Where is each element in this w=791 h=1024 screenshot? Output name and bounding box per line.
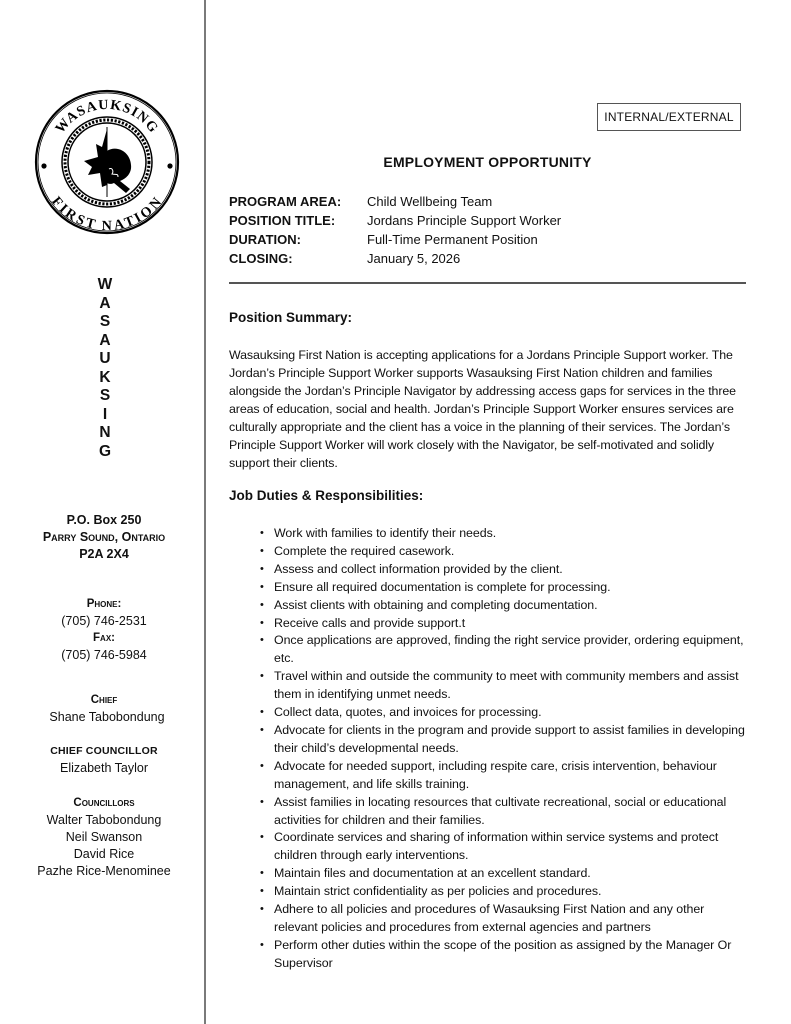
bullet-icon: • xyxy=(260,598,264,611)
duty-text: Adhere to all policies and procedures of Wasauksing First Nation and any other relevant policies and procedures from external agencies and partners xyxy=(274,902,705,934)
list-item xyxy=(246,794,746,830)
list-item xyxy=(246,632,746,668)
bullet-icon: • xyxy=(260,544,264,557)
field-value: Full-Time Permanent Position xyxy=(367,232,538,247)
bullet-icon: • xyxy=(260,616,264,629)
councillors-label: Councillors xyxy=(73,797,135,809)
duty-text: Maintain strict confidentiality as per policies and procedures. xyxy=(274,884,602,899)
vertical-letter: A xyxy=(99,294,111,312)
list-item xyxy=(246,937,746,973)
chief-label: Chief xyxy=(90,694,118,706)
vertical-letter: G xyxy=(98,442,112,460)
list-item xyxy=(246,615,746,633)
bullet-icon: • xyxy=(260,938,264,951)
section-divider xyxy=(229,282,746,284)
duty-text: Collect data, quotes, and invoices for processing. xyxy=(274,705,542,720)
position-details xyxy=(229,192,561,268)
field-value: Jordans Principle Support Worker xyxy=(367,213,562,228)
bullet-icon: • xyxy=(260,867,264,880)
list-item xyxy=(246,865,746,883)
mailing-address xyxy=(0,512,208,563)
chief-councillor-label: CHIEF COUNCILLOR xyxy=(50,745,158,757)
vertical-letter: U xyxy=(99,350,111,367)
bullet-icon: • xyxy=(260,634,264,647)
councillor-name: Walter Tabobondung xyxy=(46,813,162,827)
bullet-icon: • xyxy=(260,885,264,898)
svg-text:WASAUKSING: WASAUKSING xyxy=(52,97,162,137)
bullet-icon: • xyxy=(260,580,264,593)
councillor-name: Pazhe Rice-Menominee xyxy=(37,864,171,878)
duty-text: Once applications are approved, finding the right service provider, ordering equipment, etc. xyxy=(274,633,744,666)
chief-councillor-name: Elizabeth Taylor xyxy=(59,761,148,775)
sidebar-divider xyxy=(204,0,206,1024)
field-value: January 5, 2026 xyxy=(367,251,461,266)
field-label: CLOSING: xyxy=(229,251,293,266)
field-label: POSITION TITLE: xyxy=(229,213,336,228)
position-summary-heading: Position Summary: xyxy=(229,310,353,325)
vertical-organization-name xyxy=(87,276,123,461)
duty-text: Coordinate services and sharing of information within service systems and protect children through early interventions. xyxy=(274,830,719,863)
bullet-icon: • xyxy=(260,562,264,575)
wasauksing-first-nation-seal-logo xyxy=(34,89,180,235)
bullet-icon: • xyxy=(260,706,264,719)
duty-text: Travel within and outside the community to meet with community members and assist them in identifying unmet needs. xyxy=(274,669,739,702)
list-item xyxy=(246,704,746,722)
contact-info xyxy=(0,596,208,664)
councillor-name: Neil Swanson xyxy=(65,830,143,844)
chief-section xyxy=(0,692,208,726)
bullet-icon: • xyxy=(260,759,264,772)
duty-text: Maintain files and documentation at an excellent standard. xyxy=(274,866,591,881)
phone-number: (705) 746-2531 xyxy=(61,614,147,628)
duty-text: Perform other duties within the scope of the position as assigned by the Manager Or Supervisor xyxy=(274,937,732,970)
list-item xyxy=(246,543,746,561)
letterhead-sidebar xyxy=(0,0,204,1024)
svg-text:FIRST NATION: FIRST NATION xyxy=(48,194,166,234)
list-item xyxy=(246,668,746,704)
bullet-icon: • xyxy=(260,831,264,844)
duty-text: Work with families to identify their needs. xyxy=(274,526,497,540)
address-line-2: Parry Sound, Ontario xyxy=(42,530,166,544)
list-item xyxy=(246,901,746,937)
duty-text: Ensure all required documentation is complete for processing. xyxy=(274,579,611,594)
fax-label: Fax: xyxy=(93,632,115,644)
vertical-letter: W xyxy=(97,276,113,293)
vertical-letter: N xyxy=(99,424,111,441)
list-item xyxy=(246,829,746,865)
phone-label: Phone: xyxy=(86,598,122,610)
vertical-letter: S xyxy=(99,387,111,404)
field-value: Child Wellbeing Team xyxy=(367,194,493,209)
field-label: PROGRAM AREA: xyxy=(229,194,342,209)
program-area-row xyxy=(229,192,561,211)
list-item xyxy=(246,597,746,615)
postal-code: P2A 2X4 xyxy=(79,547,129,561)
vertical-letter: I xyxy=(102,405,108,423)
job-duties-heading: Job Duties & Responsibilities: xyxy=(229,488,424,503)
duration-row xyxy=(229,230,561,249)
chief-councillor-section xyxy=(0,743,208,777)
vertical-letter: A xyxy=(99,331,111,349)
duty-text: Receive calls and provide support.t xyxy=(274,615,466,630)
vertical-letter: S xyxy=(99,313,111,330)
duty-text: Advocate for clients in the program and provide support to assist families in developing their child’s developmental needs. xyxy=(274,722,745,755)
posting-type-badge: INTERNAL/EXTERNAL xyxy=(597,103,741,131)
bullet-icon: • xyxy=(260,723,264,736)
bullet-icon: • xyxy=(260,903,264,916)
closing-row xyxy=(229,249,561,268)
list-item xyxy=(246,525,746,543)
position-title-row xyxy=(229,211,561,230)
fax-number: (705) 746-5984 xyxy=(61,648,147,662)
list-item xyxy=(246,579,746,597)
duty-text: Assist clients with obtaining and completing documentation. xyxy=(274,597,598,612)
chief-name: Shane Tabobondung xyxy=(49,710,165,724)
bullet-icon: • xyxy=(260,527,264,539)
list-item xyxy=(246,758,746,794)
list-item xyxy=(246,561,746,579)
list-item xyxy=(246,883,746,901)
duty-text: Complete the required casework. xyxy=(274,543,455,558)
job-duties-list xyxy=(246,525,746,973)
councillor-name: David Rice xyxy=(73,847,135,861)
duty-text: Advocate for needed support, including respite care, crisis intervention, behaviour management, and life skills training. xyxy=(274,758,717,791)
duty-text: Assist families in locating resources that cultivate recreational, social or educational activities for children and their families. xyxy=(274,794,727,827)
position-summary-text: Wasauksing First Nation is accepting applications for a Jordans Principle Support worker. The Jordan’s Principle Support Worker supports Wasauksing First Nation children and families alongside the Jordan’s Principle Navigator by addressing access gaps for services in the three areas of education, social and health. Jordan’s Principle Support Worker ensures services are culturally appropriate and the client has a voice in the planning of their services. The Jordan’s Principle Support Worker will work closely with the Navigator, be self-motivated and solidly support their clients. xyxy=(229,348,736,470)
field-label: DURATION: xyxy=(229,232,301,247)
address-line-1: P.O. Box 250 xyxy=(66,513,142,527)
duty-text: Assess and collect information provided by the client. xyxy=(274,561,563,576)
page-title: EMPLOYMENT OPPORTUNITY xyxy=(383,154,592,170)
bullet-icon: • xyxy=(260,795,264,808)
vertical-letter: K xyxy=(99,368,111,386)
bullet-icon: • xyxy=(260,670,264,683)
councillors-section xyxy=(0,795,208,880)
list-item xyxy=(246,722,746,758)
